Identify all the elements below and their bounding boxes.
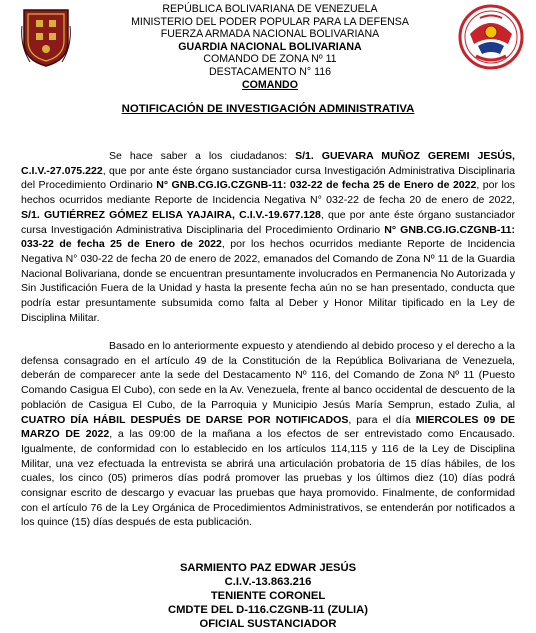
paragraph1-segment: , por los hechos ocurridos mediante Reporte de Incidencia Negativa N° 032-22 de fecha 20 de enero de 2022, bbox=[21, 179, 515, 207]
paragraph2-segment: Basado en lo anteriormente expuesto y atendiendo al debido proceso y el derecho a la defensa consagrado en el artículo 49 de la Constitución de la República Bolivariana de Venezuela, deberán de comparecer ante la sede del Destacamento Nº 116, del Comando de Zona Nº 11 (Puesto Comando Casigua El Cubo), con sede en la Av. Venezuela, frente al banco occidental de descuento de la población de Casigua El Cubo, de la Parroquia y Municipio Jesús María Semprun, estado Zulia, al bbox=[21, 340, 515, 411]
paragraph1-segment: S/1. GUTIÉRREZ GÓMEZ ELISA YAJAIRA, C.I.V.-19.677.128 bbox=[21, 208, 321, 221]
signatory-role: OFICIAL SUSTANCIADOR bbox=[199, 618, 337, 631]
signatory-rank: TENIENTE CORONEL bbox=[210, 590, 326, 603]
header-armed-force: FUERZA ARMADA NACIONAL BOLIVARIANA bbox=[160, 28, 380, 41]
paragraph1-segment: Se hace saber a los ciudadanos: bbox=[109, 150, 296, 162]
paragraph1-segment: N° GNB.CG.IG.CZGNB-11: 032-22 de fecha 25 de Enero de 2022 bbox=[156, 179, 477, 192]
signatory-position: CMDTE DEL D-116.CZGNB-11 (ZULIA) bbox=[168, 604, 368, 617]
zone-command-seal-icon bbox=[458, 4, 524, 70]
paragraph2-segment: MIERCOLES 09 DE MARZO DE 2022 bbox=[21, 413, 515, 441]
header-command: COMANDO bbox=[242, 78, 298, 91]
guardia-nacional-shield-icon bbox=[20, 6, 72, 68]
signature-block bbox=[0, 561, 536, 631]
paragraph1-segment: S/1. GUEVARA MUÑOZ GEREMI JESÚS, C.I.V.-27.075.222 bbox=[21, 150, 515, 177]
paragraph1-segment: , por los hechos ocurridos mediante Reporte de Incidencia Negativa N° 030-22 de fecha 20 de enero de 2022, emanados del Comando de Zona Nº 11 de la Guardia Nacional Bolivariana, donde se encuentran presuntamente involucrados en Permanencia No Autorizada y Sin Justificación Fuera de la Unidad y hasta la presente fecha aún no se han presentado, conducta que podría estar presuntamente subsumida como falta al Deber y Honor Militar tipificado en la Ley de Disciplina Militar. bbox=[21, 238, 515, 324]
paragraph1-segment: N° GNB.CG.IG.CZGNB-11: 033-22 de fecha 25 de Enero de 2022 bbox=[21, 223, 515, 251]
header-zone: COMANDO DE ZONA Nº 11 bbox=[203, 53, 337, 66]
paragraph1-segment: , que por ante éste órgano sustanciador cursa Investigación Administrativa Disciplinaria del Procedimiento Ordinario bbox=[21, 208, 515, 236]
paragraph1-segment: , que por ante éste órgano sustanciador cursa Investigación Administrativa Disciplinaria del Procedimiento Ordinario bbox=[21, 164, 515, 192]
header-ministry: MINISTERIO DEL PODER POPULAR PARA LA DEFENSA bbox=[131, 15, 409, 28]
letterhead bbox=[80, 3, 460, 91]
document-title: NOTIFICACIÓN DE INVESTIGACIÓN ADMINISTRATIVA bbox=[121, 103, 415, 115]
paragraph2-segment: , a las 09:00 de la mañana a los efectos de ser entrevistado como Encausado. Igualmente, de conformidad con lo establecido en los artículos 114,115 y 116 de la Ley de Disciplina Militar, una vez efectuada la entrevista se abrirá una articulación probatoria de 15 días hábiles, de los cuales, los cinco (05) primeros días podrá promover las pruebas y los últimos diez (10) días podrá consignar escrito de descargo y evacuar las pruebas que haya promovido. Finalmente, de conformidad con el artículo 76 de la Ley Orgánica de Procedimientos Administrativos, se entenderán por notificados a los quince (15) días después de esta publicación. bbox=[21, 428, 516, 529]
header-republic: REPÚBLICA BOLIVARIANA DE VENEZUELA bbox=[162, 3, 378, 15]
paragraph2-segment: CUATRO DÍA HÁBIL DESPUÉS DE DARSE POR NOTIFICADOS bbox=[21, 413, 349, 426]
header-detachment: DESTACAMENTO N° 116 bbox=[209, 65, 331, 78]
header-guardia: GUARDIA NACIONAL BOLIVARIANA bbox=[178, 40, 362, 53]
notification-paragraph-2 bbox=[21, 339, 515, 530]
paragraph2-segment: , para el día bbox=[348, 413, 416, 426]
signatory-name: SARMIENTO PAZ EDWAR JESÚS bbox=[179, 562, 357, 574]
signatory-id: C.I.V.-13.863.216 bbox=[224, 576, 312, 589]
notification-paragraph-1 bbox=[21, 149, 515, 325]
